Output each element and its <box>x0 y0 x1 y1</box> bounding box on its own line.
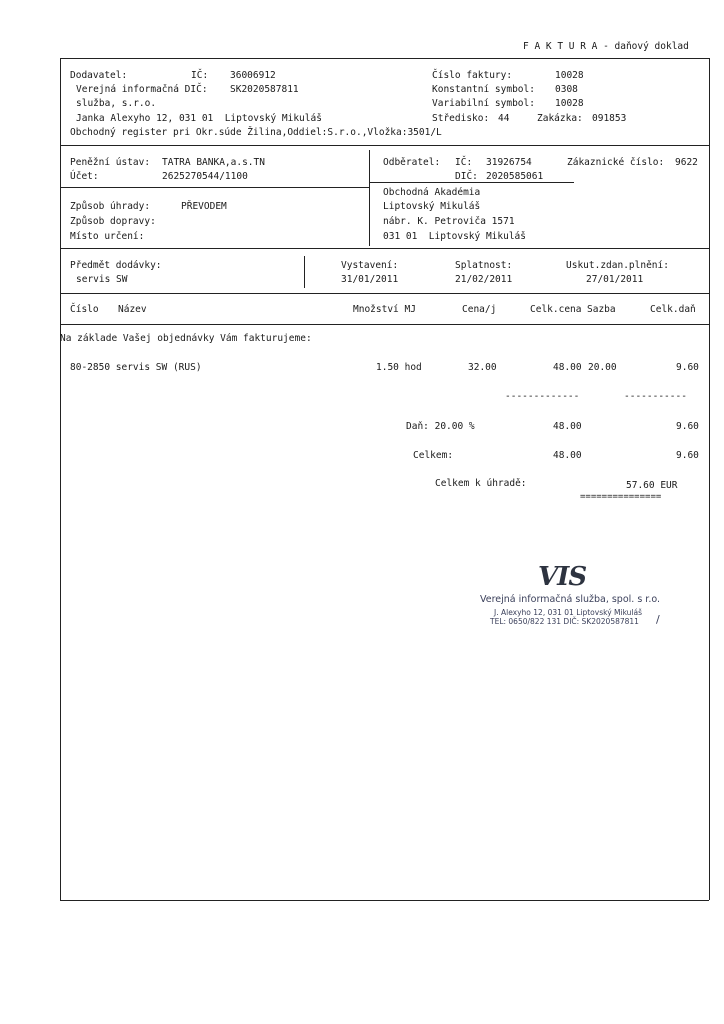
transport-label: Způsob dopravy: <box>70 216 156 227</box>
customer-label: Odběratel: <box>383 157 441 168</box>
item-quantity: 1.50 hod <box>376 362 422 373</box>
tax-label: Daň: 20.00 % <box>406 421 475 432</box>
column-price: Cena/j <box>462 304 497 315</box>
constant-symbol: 0308 <box>555 84 578 95</box>
column-name: Název <box>118 304 147 315</box>
taxable-label: Uskut.zdan.plnění: <box>566 260 669 271</box>
issued-date: 31/01/2011 <box>341 274 399 285</box>
supplier-dic: SK2020587811 <box>230 84 299 95</box>
variable-symbol-label: Variabilní symbol: <box>432 98 535 109</box>
customer-line2: Liptovský Mikuláš <box>383 201 481 212</box>
customer-line3: nábr. K. Petroviča 1571 <box>383 216 515 227</box>
separator-2: ----------- <box>624 391 687 402</box>
divider-bank-payment <box>60 187 369 188</box>
delivery-subject-label: Předmět dodávky: <box>70 260 162 271</box>
due-date: 21/02/2011 <box>455 274 513 285</box>
customer-dic: 2020585061 <box>486 171 544 182</box>
customer-line1: Obchodná Akadémia <box>383 187 481 198</box>
divider-2 <box>60 248 709 249</box>
constant-symbol-label: Konstantní symbol: <box>432 84 535 95</box>
supplier-ic: 36006912 <box>230 70 276 81</box>
tax-amount: 9.60 <box>676 421 699 432</box>
column-total: Celk.cena <box>530 304 582 315</box>
company-logo: VIS <box>538 562 587 592</box>
supplier-register: Obchodný register pri Okr.súde Žilina,Oddiel:S.r.o.,Vložka:3501/L <box>70 127 442 138</box>
stamp-contact: TEL: 0650/822 131 DIČ: SK2020587811 <box>490 617 639 626</box>
supplier-address: Janka Alexyho 12, 031 01 Liptovský Mikuláš <box>76 113 322 124</box>
amount-due-label: Celkem k úhradě: <box>435 478 527 489</box>
document-title: F A K T U R A - daňový doklad <box>523 41 689 52</box>
payment-method-label: Způsob úhrady: <box>70 201 151 212</box>
customer-dic-label: DIČ: <box>455 171 478 182</box>
item-total: 48.00 <box>553 362 582 373</box>
invoice-number: 10028 <box>555 70 584 81</box>
column-tax: Celk.daň <box>650 304 696 315</box>
bank-name: TATRA BANKA,a.s.TN <box>162 157 265 168</box>
item-code-name: 80-2850 servis SW (RUS) <box>70 362 202 373</box>
left-border <box>60 58 61 900</box>
supplier-name-line2: služba, s.r.o. <box>76 98 157 109</box>
order-value: 091853 <box>592 113 627 124</box>
divider-bank-customer <box>369 150 370 246</box>
amount-due: 57.60 EUR <box>626 480 678 491</box>
bank-label: Peněžní ústav: <box>70 157 151 168</box>
customer-ic: 31926754 <box>486 157 532 168</box>
supplier-name-line1: Verejná informačná DIČ: <box>76 84 208 95</box>
divider-3 <box>60 293 709 294</box>
right-border <box>709 58 710 900</box>
top-border <box>60 58 709 59</box>
taxable-date: 27/01/2011 <box>586 274 644 285</box>
payment-method: PŘEVODEM <box>181 201 227 212</box>
delivery-subject: servis SW <box>76 274 128 285</box>
customer-divider <box>369 182 574 183</box>
bottom-border <box>60 900 709 901</box>
supplier-ic-label: IČ: <box>191 70 209 81</box>
invoice-number-label: Číslo faktury: <box>432 70 513 81</box>
separator-1: ------------- <box>505 391 580 402</box>
customer-ic-label: IČ: <box>455 157 473 168</box>
item-price: 32.00 <box>468 362 497 373</box>
destination-label: Místo určení: <box>70 231 145 242</box>
column-number: Číslo <box>70 304 99 315</box>
divider-1 <box>60 145 709 146</box>
supplier-label: Dodavatel: <box>70 70 128 81</box>
stamp-company-name: Verejná informačná služba, spol. s r.o. <box>480 594 661 605</box>
customer-number-label: Zákaznické číslo: <box>567 157 665 168</box>
stamp-address: J. Alexyho 12, 031 01 Liptovský Mikuláš <box>494 608 643 617</box>
customer-number: 9622 <box>675 157 698 168</box>
intro-text: Na základe Vašej objednávky Vám fakturujeme: <box>60 333 312 344</box>
total-base: 48.00 <box>553 450 582 461</box>
total-tax: 9.60 <box>676 450 699 461</box>
center-label: Středisko: <box>432 113 490 124</box>
center-value: 44 <box>498 113 510 124</box>
account-number: 2625270544/1100 <box>162 171 248 182</box>
account-label: Účet: <box>70 171 99 182</box>
order-label: Zakázka: <box>537 113 583 124</box>
issued-label: Vystavení: <box>341 260 399 271</box>
tax-base: 48.00 <box>553 421 582 432</box>
customer-line4: 031 01 Liptovský Mikuláš <box>383 231 526 242</box>
divider-4 <box>60 324 709 325</box>
divider-delivery <box>304 256 305 288</box>
stamp-mark: / <box>656 613 660 626</box>
total-label: Celkem: <box>413 450 454 461</box>
item-tax: 9.60 <box>676 362 699 373</box>
column-rate: Sazba <box>587 304 616 315</box>
double-underline: =============== <box>580 492 662 502</box>
item-rate: 20.00 <box>588 362 617 373</box>
column-quantity: Množství MJ <box>353 304 416 315</box>
due-label: Splatnost: <box>455 260 513 271</box>
variable-symbol: 10028 <box>555 98 584 109</box>
